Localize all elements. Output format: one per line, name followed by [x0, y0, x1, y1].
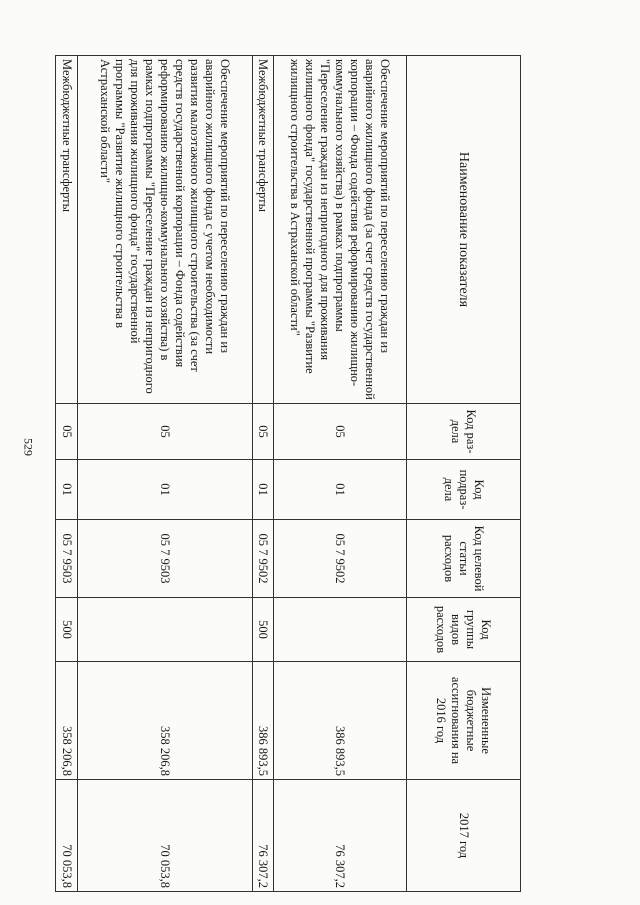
cell-expense-group: 500: [56, 598, 78, 662]
header-amount-2016: Измененные бюджетные ассигнования на 2016 год: [407, 662, 521, 780]
cell-target-article: 05 7 9503: [56, 520, 78, 598]
cell-amount-2017: 76 307,2: [274, 780, 407, 892]
cell-amount-2017: 70 053,8: [78, 780, 253, 892]
cell-name: Обеспечение мероприятий по переселению граждан из аварийного жилищного фонда с учетом необходимости развития малоэтажного жилищного строительства (за счет средств государственной корпорации – Фонда содействия реформированию жилищно-коммунального хозяйства) в рамках подпрограммы "Переселение граждан из непригодного для проживания жилищного фонда" государственной программы "Развитие жилищного строительства в Астраханской области": [78, 56, 253, 404]
cell-amount-2017: 76 307,2: [253, 780, 274, 892]
table-row: [274, 56, 407, 892]
cell-amount-2016: 386 893,5: [274, 662, 407, 780]
cell-name: Межбюджетные трансферты: [56, 56, 78, 404]
header-amount-2017: 2017 год: [407, 780, 521, 892]
header-target-article: Код целевой статьи расходов: [407, 520, 521, 598]
cell-razdel: 05: [78, 404, 253, 460]
cell-expense-group: 500: [253, 598, 274, 662]
header-expense-group: Код группы видов расходов: [407, 598, 521, 662]
cell-name: Обеспечение мероприятий по переселению граждан из аварийного жилищного фонда (за счет средств государственной корпорации – Фонда содействия реформированию жилищно-коммунального хозяйства) в рамках подпрограммы "Переселение граждан из непригодного для проживания жилищного фонда" государственной программы "Развитие жилищного строительства в Астраханской области": [274, 56, 407, 404]
cell-amount-2016: 358 206,8: [78, 662, 253, 780]
page-number: 529: [21, 438, 36, 456]
cell-expense-group: [274, 598, 407, 662]
cell-razdel: 05: [253, 404, 274, 460]
cell-target-article: 05 7 9503: [78, 520, 253, 598]
cell-target-article: 05 7 9502: [274, 520, 407, 598]
table-header-row: [407, 56, 521, 892]
cell-amount-2017: 70 053,8: [56, 780, 78, 892]
table-row: [253, 56, 274, 892]
cell-razdel: 05: [274, 404, 407, 460]
cell-podrazdel: 01: [274, 460, 407, 520]
cell-podrazdel: 01: [253, 460, 274, 520]
cell-amount-2016: 386 893,5: [253, 662, 274, 780]
budget-table: [55, 55, 521, 892]
cell-target-article: 05 7 9502: [253, 520, 274, 598]
cell-name: Межбюджетные трансферты: [253, 56, 274, 404]
cell-amount-2016: 358 206,8: [56, 662, 78, 780]
header-razdel: Код раз-дела: [407, 404, 521, 460]
table-row: [56, 56, 78, 892]
cell-expense-group: [78, 598, 253, 662]
header-name: Наименование показателя: [407, 56, 521, 404]
cell-podrazdel: 01: [78, 460, 253, 520]
table-row: [78, 56, 253, 892]
cell-podrazdel: 01: [56, 460, 78, 520]
header-podrazdel: Код подраз-дела: [407, 460, 521, 520]
budget-table-container: [60, 55, 521, 891]
cell-razdel: 05: [56, 404, 78, 460]
